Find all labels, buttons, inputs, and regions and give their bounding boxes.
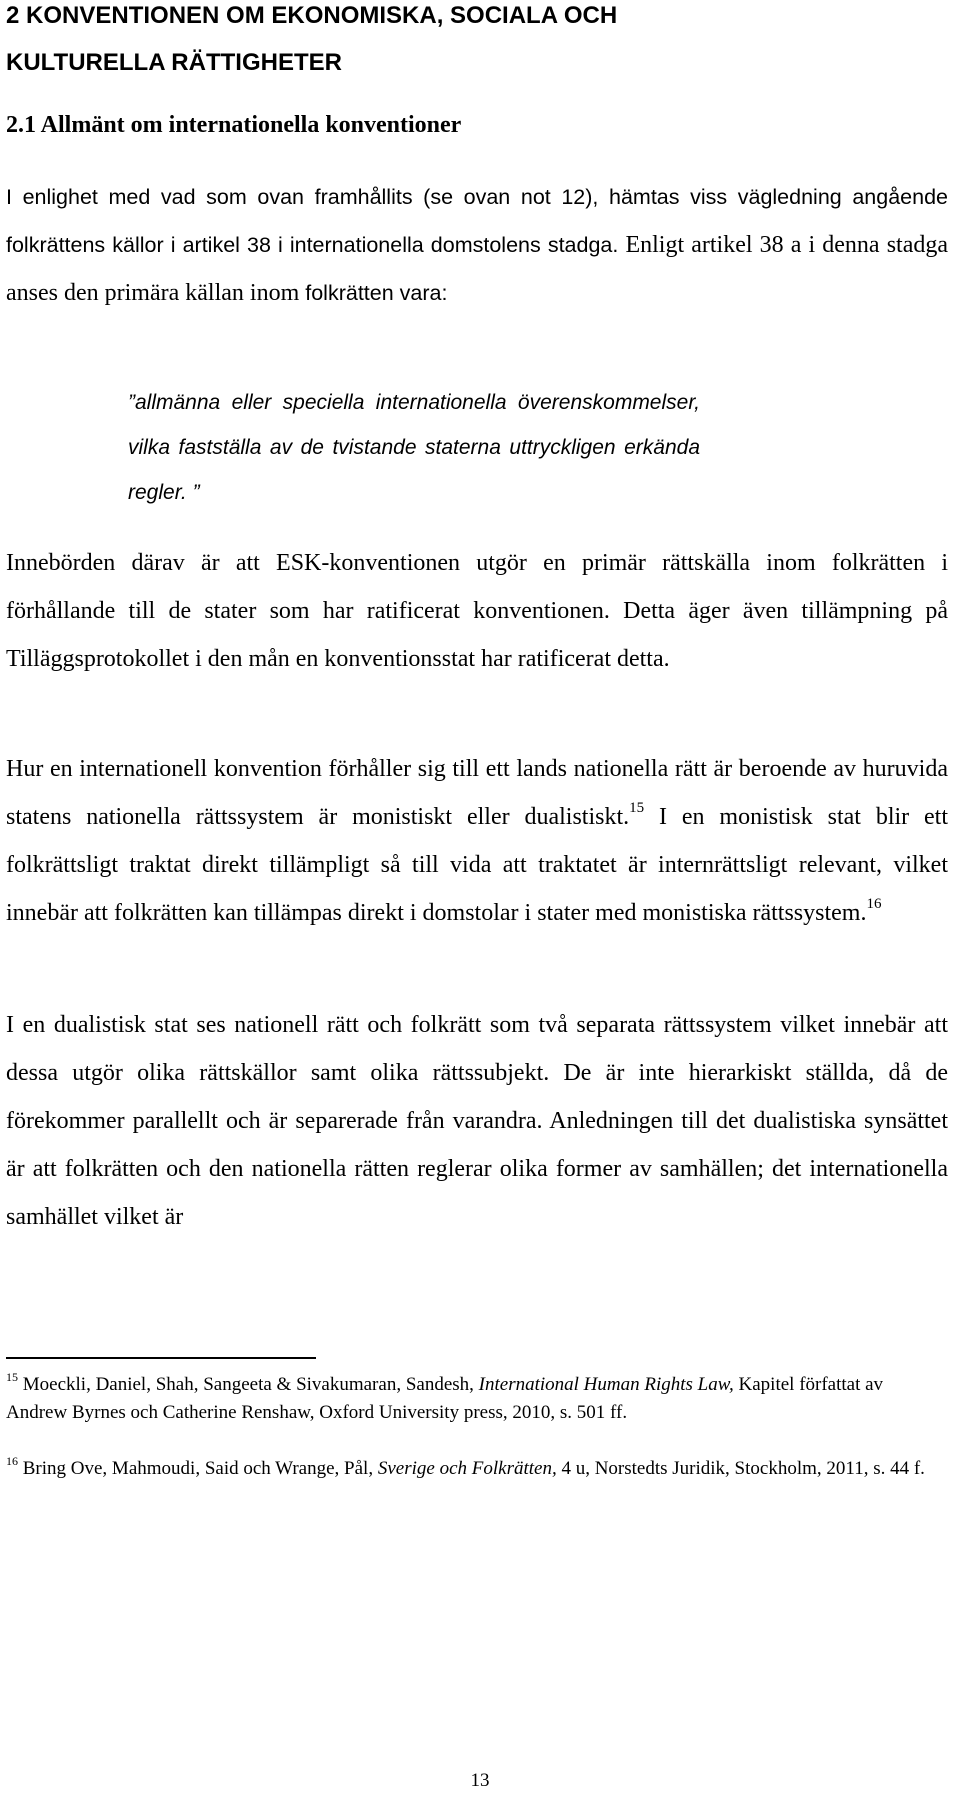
footnote-ref-16[interactable]: 16 [866,896,882,912]
quote-text: allmänna eller speciella internationella överenskommelser, vilka fastställa av de tvistande staterna uttryckligen erkända regler. [128,391,700,504]
footnote-ref-15[interactable]: 15 [629,800,645,816]
footnote-15-authors: Moeckli, Daniel, Shah, Sangeeta & Sivakumaran, Sandesh, [22,1374,474,1395]
footnote-15 [6,1371,946,1427]
paragraph-article-38-intro: I enlighet med vad som ovan framhållits (se ovan not 12), hämtas viss vägledning angående folkrättens källor i artikel 38 i internationella domstolens stadga. [6,185,948,257]
footnote-16 [6,1455,946,1483]
footnote-16-authors: Bring Ove, Mahmoudi, Said och Wrange, Pål, [22,1458,374,1479]
footnote-15-rest: Kapitel författat av Andrew Byrnes och Catherine Renshaw, Oxford University press, 2010, s. 501 ff. [6,1374,884,1423]
footnote-16-title: Sverige och Folkrätten, [377,1458,557,1479]
quote-close-mark: ” [192,481,200,504]
footnote-16-rest: 4 u, Norstedts Juridik, Stockholm, 2011, s. 44 f. [561,1458,925,1479]
paragraph-monism-part2: I en monistisk stat blir ett folkrättsligt traktat direkt tillämpligt så till vida att traktatet är internrättsligt relevant, vilket innebär att folkrätten kan tillämpas direkt i domstolar i stater med monistiska rättssystem. [6,804,949,926]
footnote-15-title: International Human Rights Law, [478,1374,734,1395]
footnote-separator [6,1357,316,1359]
footnote-16-number: 16 [6,1454,18,1468]
quote-open-mark: ” [128,391,135,414]
paragraph-monism [6,745,948,937]
chapter-heading [6,0,906,86]
footnote-15-number: 15 [6,1370,18,1384]
page-number: 13 [470,1770,490,1791]
chapter-heading-line1: 2 KONVENTIONEN OM EKONOMISKA, SOCIALA OCH [6,2,618,29]
paragraph-dualism: I en dualistisk stat ses nationell rätt och folkrätt som två separata rättssystem vilket innebär att dessa utgör olika rättskällor samt olika rättssubjekt. De är inte hierarkiskt ställda, då de förekommer parallellt och är separerade från varandra. Anledningen till det dualistiska synsättet är att folkrätten och den nationella rätten reglerar olika former av samhällen; det internationella samhället vilket är [6,1012,948,1230]
paragraph-article-38-main: Enligt artikel 38 a i denna stadga anses den primära källan inom [6,232,949,306]
paragraph-esk-source: Innebörden därav är att ESK-konventionen utgör en primär rättskälla inom folkrätten i förhållande till de stater som har ratificerat konventionen. Detta äger även tillämpning på Tilläggsprotokollet i den mån en konventionsstat har ratificerat detta. [6,550,948,672]
section-heading: 2.1 Allmänt om internationella konventioner [6,112,462,138]
paragraph-monism-part1: Hur en internationell konvention förhåller sig till ett lands nationella rätt är beroende av huruvida statens nationella rättssystem är monistiskt eller dualistiskt. [6,756,948,830]
paragraph-article-38 [6,173,948,317]
block-quote [128,380,700,515]
paragraph-article-38-end: folkrätten vara: [305,281,448,305]
chapter-heading-line2: KULTURELLA RÄTTIGHETER [6,49,342,76]
